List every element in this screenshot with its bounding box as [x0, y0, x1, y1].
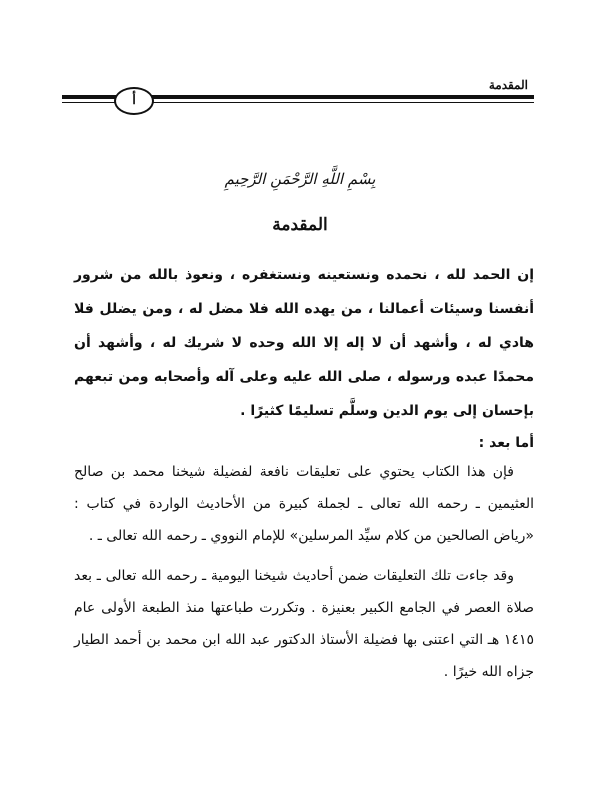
basmala: بِسْمِ اللَّهِ الرَّحْمَنِ الرَّحِيمِ — [224, 170, 376, 188]
body-text — [74, 258, 534, 688]
page-number: أ — [114, 87, 154, 115]
running-header-title: المقدمة — [488, 78, 528, 92]
book-intro-paragraph: فإن هذا الكتاب يحتوي على تعليقات نافعة لفضيلة شيخنا محمد بن صالح العثيمين ـ رحمه الله تعالى ـ لجملة كبيرة من الأحاديث الواردة في كتاب : «رياض الصالحين من كلام سيِّد المرسلين» للإمام النووي ـ رحمه الله تعالى ـ . — [74, 464, 534, 544]
opening-paragraph: إن الحمد لله ، نحمده ونستعينه ونستغفره ، ونعوذ بالله من شرور أنفسنا وسيئات أعمالنا ، من يهده الله فلا مضل له ، ومن يضلل فلا هادي له ، وأشهد أن لا إله إلا الله وحده لا شريك له ، وأشهد أن محمدًا عبده ورسوله ، صلى الله عليه وعلى آله وأصحابه ومن تبعهم بإحسان إلى يوم الدين وسلَّم تسليمًا كثيرًا . — [74, 267, 534, 419]
history-paragraph: وقد جاءت تلك التعليقات ضمن أحاديث شيخنا اليومية ـ رحمه الله تعالى ـ بعد صلاة العصر في الجامع الكبير بعنيزة . وتكررت طباعتها منذ الطبعة الأولى عام ١٤١٥ هـ التي اعتنى بها فضيلة الأستاذ الدكتور عبد الله ابن محمد بن أحمد الطيار جزاه الله خيرًا . — [74, 568, 534, 680]
section-title: المقدمة — [272, 215, 328, 235]
paragraph-gap — [74, 552, 534, 560]
amma-bad-heading: أما بعد : — [478, 435, 534, 451]
header-rule — [62, 95, 534, 111]
